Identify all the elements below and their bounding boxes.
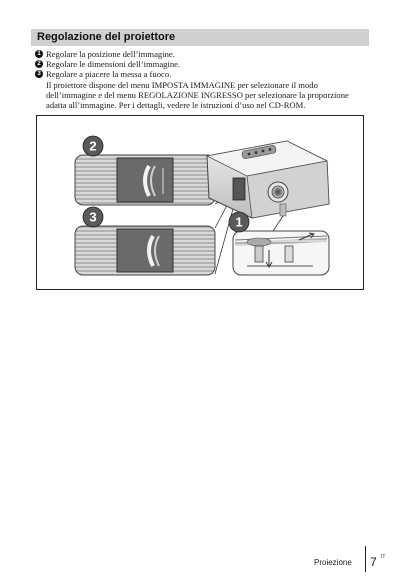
step-3 [35, 69, 365, 79]
step-number-1: 1 [35, 50, 43, 58]
language-code: IT [381, 554, 386, 560]
projector-illustration [36, 115, 364, 290]
step-text-2: Regolare le dimensioni dell’immagine. [46, 59, 181, 70]
callout-2 [83, 136, 103, 156]
step-number-3: 3 [35, 70, 43, 78]
callout-3-label: 3 [89, 209, 97, 225]
step-2 [35, 59, 365, 69]
callout-2-label: 2 [89, 138, 97, 154]
step-text-1: Regolare la posizione dell’immagine. [46, 49, 175, 59]
footer-section-label: Proiezione [314, 558, 352, 567]
step-number-2: 2 [35, 60, 43, 68]
zoom-detail-panel [75, 155, 215, 205]
focus-detail-panel [75, 226, 215, 275]
lens-icon [268, 182, 288, 202]
footer-divider [365, 546, 366, 572]
instructions [35, 49, 365, 110]
projector-body [207, 141, 329, 218]
callout-3 [83, 207, 103, 227]
projector-diagram [37, 116, 363, 289]
page-number: 7 [370, 555, 377, 569]
menu-note: Il proiettore dispone del menu IMPOSTA IMMAGINE per selezionare il modo dell’immagine e del menu REGOLAZIONE INGRESSO per selezionare la proporzione adatta all’immagine. Per i dettagli, vedere le istruzioni d’uso nel CD-ROM. [46, 79, 349, 111]
callout-1 [229, 212, 249, 232]
section-title: Regolazione del proiettore [31, 29, 369, 46]
callout-1-label: 1 [235, 214, 243, 230]
step-text-3: Regolare a piacere la messa a fuoco. [46, 69, 172, 80]
step-1 [35, 49, 365, 59]
foot-detail-panel [233, 231, 329, 275]
